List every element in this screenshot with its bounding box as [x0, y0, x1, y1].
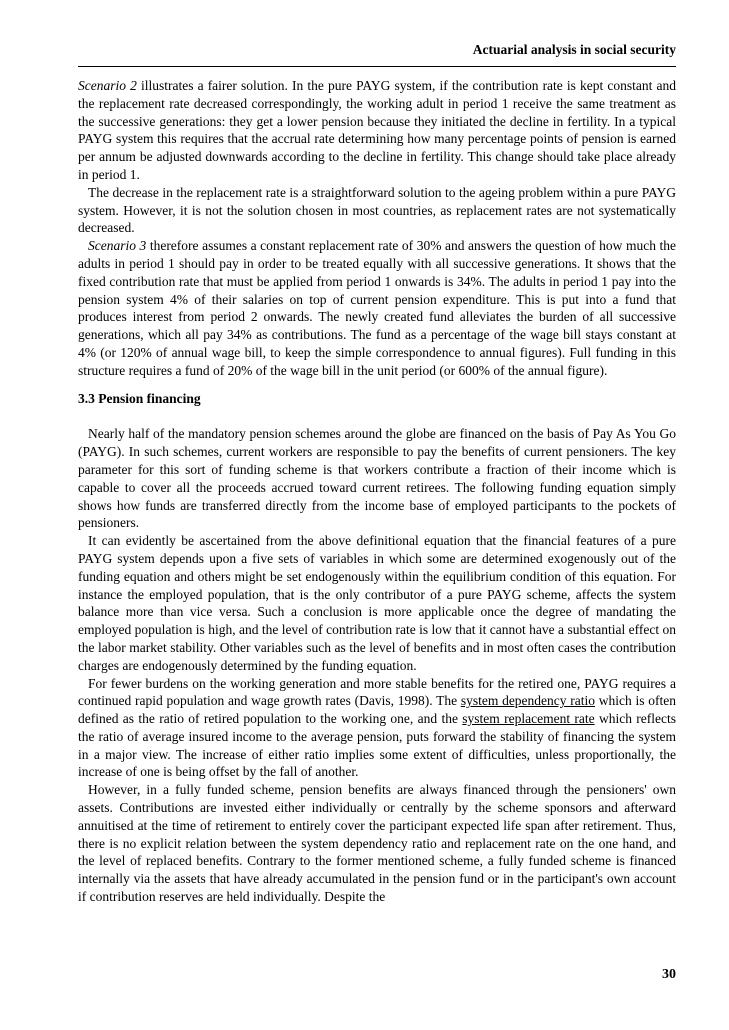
paragraph-scenario-3	[78, 237, 676, 379]
dependency-text-3: which reflects the ratio of average insured income to the average pension, puts forward the stability of financing the system in a major view. The increase of either ratio implies some extent of difficulties, unless proportionally, the increase of one is being offset by the fall of another.	[78, 711, 676, 780]
paragraph-funding-equation: It can evidently be ascertained from the above definitional equation that the financial features of a pure PAYG system depends upon a five sets of variables in which some are determined exogenously out of the funding equation and others might be set endogenously within the equilibrium condition of this equation. For instance the employed population, that is the only contributor of a pure PAYG scheme, affects the system balance more than vice versa. Such a conclusion is more applicable once the degree of mandating the employed population is high, and the level of contribution rate is low that it cannot have a substantial effect on the labor market stability. Other variables such as the level of benefits and in most often cases the contribution charges are endogenously determined by the funding equation.	[78, 533, 676, 673]
paragraph-payg-intro: Nearly half of the mandatory pension schemes around the globe are financed on the basis of Pay As You Go (PAYG). In such schemes, current workers are responsible to pay the benefits of current pensioners. The key parameter for this sort of funding scheme is that workers contribute a fraction of their income which is capable to cover all the proceeds accrued toward current retirees. The following funding equation simply shows how funds are transferred directly from the income base of employed participants to the pockets of pensioners.	[78, 426, 676, 531]
running-header: Actuarial analysis in social security	[472, 42, 676, 57]
paragraph-scenario-2-text: illustrates a fairer solution. In the pure PAYG system, if the contribution rate is kept constant and the replacement rate decreased correspondingly, the working adult in period 1 receive the same treatment as the successive generations: they get a lower pension because they initiated the decline in fertility. In a typical PAYG system this requires that the accrual rate determining how many percentage points of pension is earned per annum be adjusted downwards according to the decline in fertility. This change should take place already in period 1.	[78, 78, 676, 182]
system-replacement-rate-term: system replacement rate	[462, 711, 595, 727]
system-dependency-ratio-term: system dependency ratio	[460, 693, 596, 709]
scenario-3-term: Scenario 3	[88, 238, 147, 254]
page-number: 30	[662, 967, 676, 982]
header-rule	[78, 66, 676, 67]
body-text	[78, 77, 676, 906]
dependency-text-1: For fewer burdens on the working generation and more stable benefits for the retired one, PAYG requires a continued rapid population and wage growth rates (Davis, 1998). The	[78, 675, 676, 709]
dependency-text-2: which is often defined as the ratio of retired population to the working one, and the	[78, 693, 676, 727]
paragraph-scenario-3-text: therefore assumes a constant replacement rate of 30% and answers the question of how much the adults in period 1 should pay in order to be treated equally with all successive generations. It shows that the fixed contribution rate that must be applied from period 1 onwards is 34%. The adults in period 1 pay into the pension system 4% of their salaries on top of current pension expenditure. This is put into a fund that produces interest from period 2 onwards. The newly created fund alleviates the burden of all successive generations, which all pay 34% as contributions. The fund as a percentage of the wage bill stays constant at 4% (or 120% of annual wage bill, to keep the simple correspondence to annual figures). Full funding in this structure requires a fund of 20% of the wage bill in the unit period (or 600% of the annual figure).	[78, 238, 676, 378]
scenario-2-term: Scenario 2	[78, 78, 137, 93]
paragraph-dependency-ratio	[78, 675, 676, 782]
paragraph-scenario-2	[78, 77, 676, 184]
paragraph-replacement-rate: The decrease in the replacement rate is a straightforward solution to the ageing problem within a pure PAYG system. However, it is not the solution chosen in most countries, as replacement rates are not systematically decreased.	[78, 184, 676, 236]
paragraph-fully-funded: However, in a fully funded scheme, pension benefits are always financed through the pensioners' own assets. Contributions are invested either individually or centrally by the scheme sponsors and afterward annuitised at the time of retirement to entirely cover the participant expected life span after retirement. Thus, there is no explicit relation between the system dependency ratio and replacement rate on the one hand, and the level of replaced benefits. Contrary to the former mentioned scheme, a fully funded scheme is financed internally via the assets that have already accumulated in the pension fund or in the participant's own account if contribution reserves are held individually. Despite the	[78, 782, 676, 905]
section-heading: 3.3 Pension financing	[78, 390, 201, 406]
